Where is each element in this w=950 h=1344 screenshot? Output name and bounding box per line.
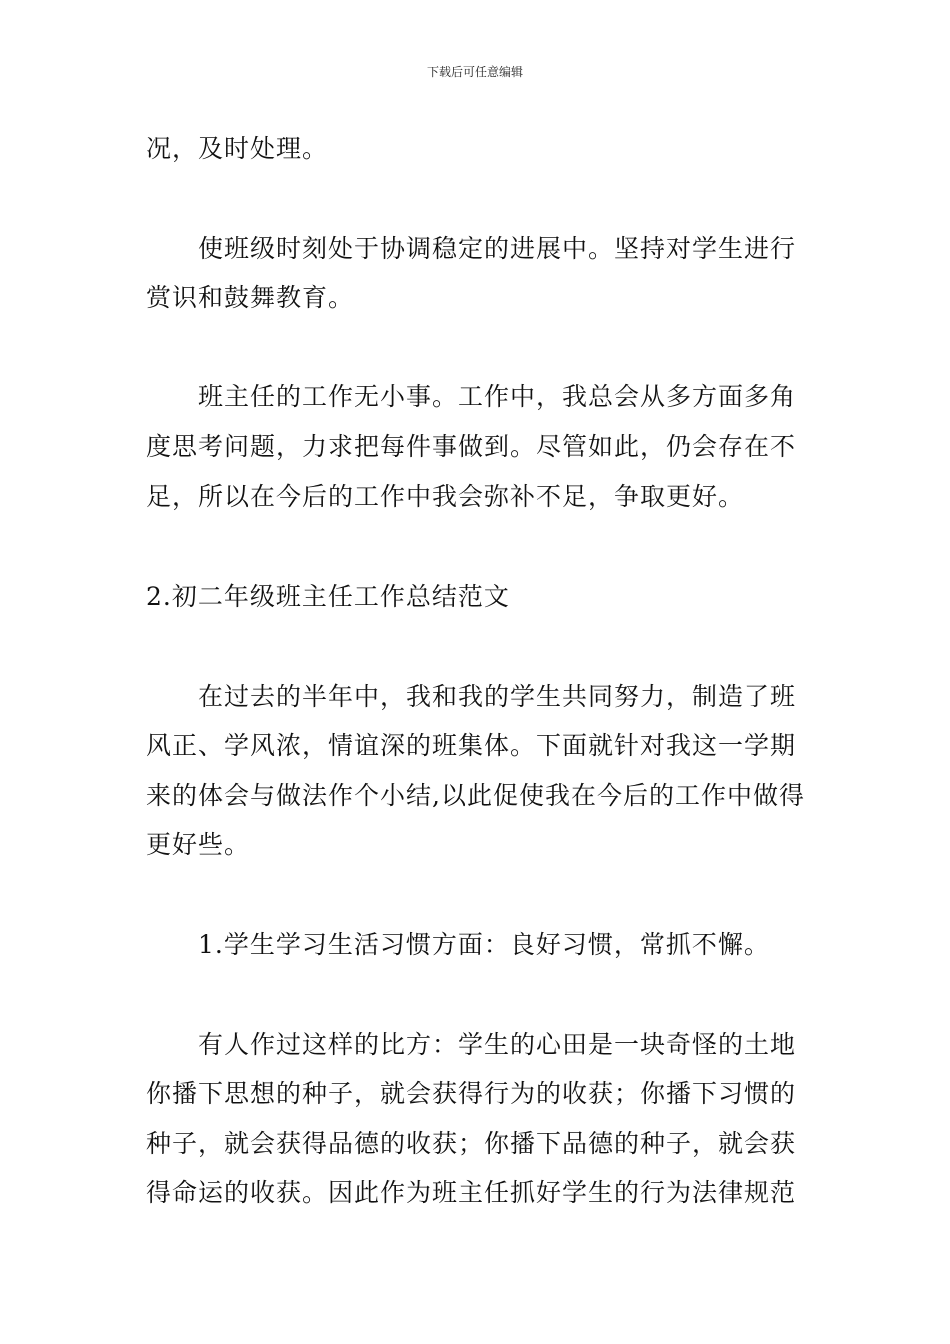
text-line: 赏识和鼓舞教育。 xyxy=(146,283,355,312)
text-line: 况，及时处理。 xyxy=(146,134,329,163)
text-line: 来的体会与做法作个小结,以此促使我在今后的工作中做得 xyxy=(146,781,805,810)
text-line: 班主任的工作无小事。工作中，我总会从多方面多角 xyxy=(198,382,797,411)
page-header-note: 下载后可任意编辑 xyxy=(426,65,523,79)
text-line: 在过去的半年中，我和我的学生共同努力，制造了班 xyxy=(198,682,797,711)
text-line: 有人作过这样的比方：学生的心田是一块奇怪的土地 xyxy=(198,1030,797,1059)
text-line: 你播下思想的种子，就会获得行为的收获；你播下习惯的 xyxy=(146,1079,797,1108)
text-line: 足，所以在今后的工作中我会弥补不足，争取更好。 xyxy=(146,482,745,511)
text-line: 使班级时刻处于协调稳定的进展中。坚持对学生进行 xyxy=(198,234,797,263)
section-heading: 2.初二年级班主任工作总结范文 xyxy=(146,582,510,611)
text-line: 种子，就会获得品德的收获；你播下品德的种子，就会获 xyxy=(146,1129,797,1158)
text-line: 更好些。 xyxy=(146,830,251,859)
text-line: 度思考问题，力求把每件事做到。尽管如此，仍会存在不 xyxy=(146,432,797,461)
text-line: 风正、学风浓，情谊深的班集体。下面就针对我这一学期 xyxy=(146,731,797,760)
text-line: 得命运的收获。因此作为班主任抓好学生的行为法律规范 xyxy=(146,1178,797,1207)
subsection-heading: 1.学生学习生活习惯方面：良好习惯，常抓不懈。 xyxy=(198,930,770,959)
